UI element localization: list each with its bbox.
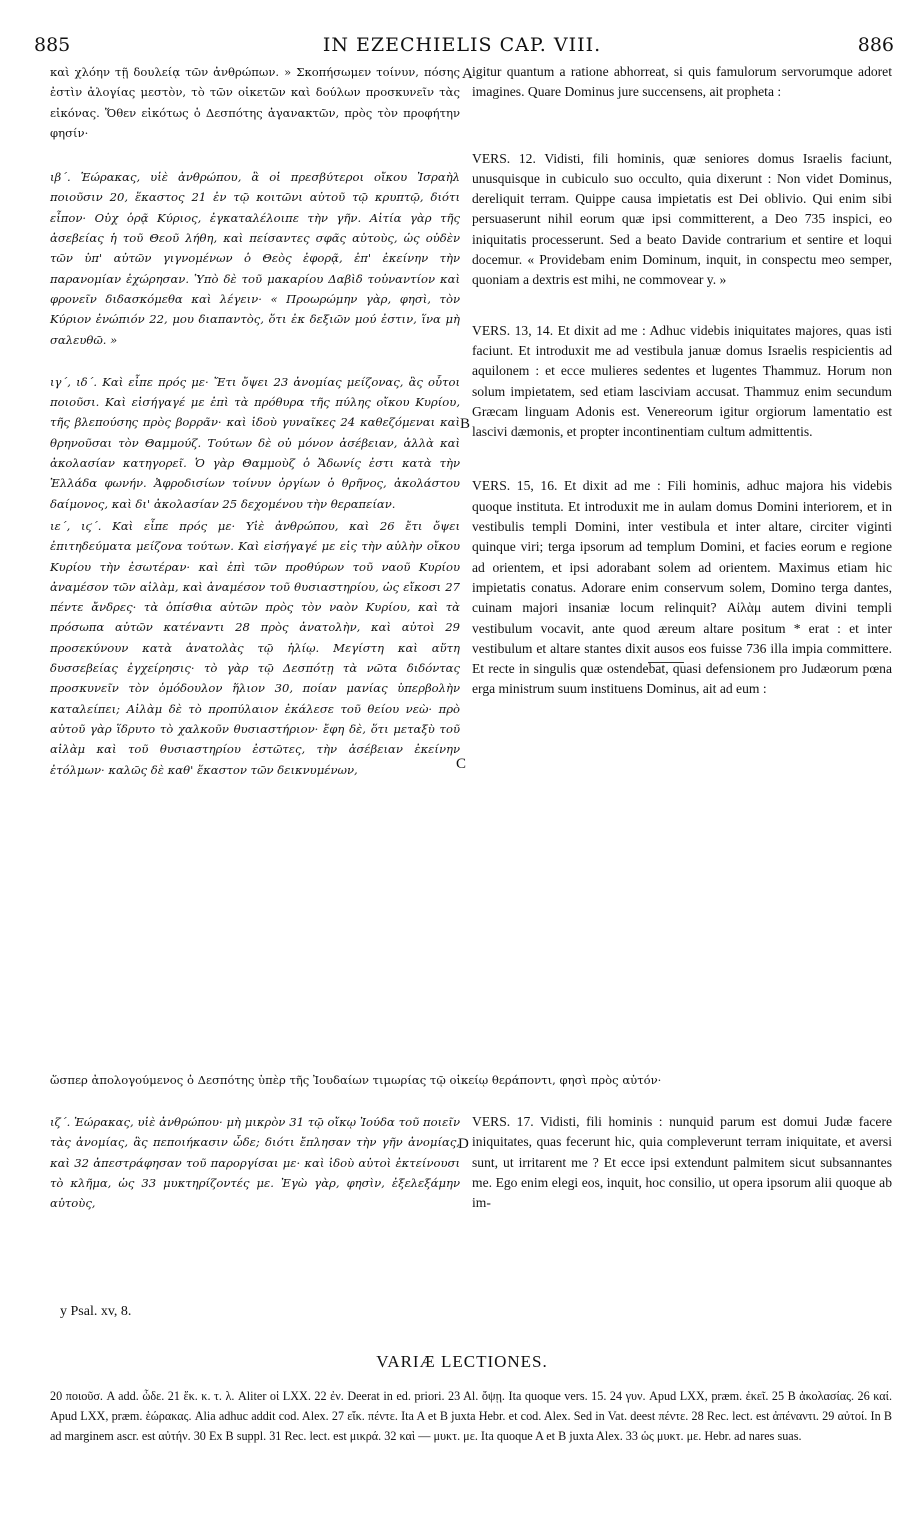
margin-letter-d: D (458, 1136, 469, 1152)
latin-paragraph: VERS. 12. Vidisti, fili hominis, quæ seniores domus Israelis faciunt, unusquisque in cubiculo suo occulto, quia dixerunt : Non videt Dominus, dereliquit terram. Quippe causa impietatis est Dei oblivio. Qui enim sibi persuaserunt nihil eorum quæ ipsi committerent, a Deo 735 inspici, eo iniquitatis processerunt. Sed a beato Davide contrarium et sentire et loqui docemur. « Providebam enim Dominum, inquit, in conspectu meo semper, quoniam a dextris est mihi, ne commovear y. » (472, 150, 892, 288)
greek-paragraph: ιγ΄, ιδ΄. Καὶ εἶπε πρός με· Ἔτι ὄψει 23 ἀνομίας μείζονας, ἃς οὗτοι ποιοῦσι. Καὶ εἰσήγαγέ με ἐπὶ τὰ πρόθυρα τῆς πύλης οἴκου Κυρίου, τῆς βλεπούσης πρὸς βορρᾶν· καὶ ἰδοὺ γυναῖκες 24 καθεζόμεναι καὶ θρηνοῦσαι τὸν Θαμμούζ. Τούτων δὲ οὐ μόνον ἀσέβειαν, ἀλλὰ καὶ ἀκολασίαν κατηγορεῖ. Ὁ γὰρ Θαμμοὺζ ὁ Ἄδωνίς ἐστι κατὰ τὴν Ἑλλάδα φωνήν. Ἀφροδισίων τοίνυν ὀργίων ὁ θρῆνος, ἀκολάστου δαίμονος, καὶ δι' ἀκολασίαν 25 δεχομένου τὴν θεραπείαν. (50, 374, 460, 511)
greek-paragraph: ιβ΄. Ἑώρακας, υἱὲ ἀνθρώπου, ἃ οἱ πρεσβύτεροι οἴκου Ἰσραὴλ ποιοῦσιν 20, ἕκαστος 21 ἐν τῷ κοιτῶνι αὐτοῦ τῷ κρυπτῷ, διότι εἶπον· Οὐχ ὁρᾷ Κύριος, ἐγκαταλέλοιπε τὴν γῆν. Αἰτία γὰρ τῆς ἀσεβείας ἡ τοῦ Θεοῦ λήθη, καὶ πείσαντες σφᾶς αὐτοὺς, ὡς οὐδὲν τῶν ὑπ' αὐτῶν γιγνομένων ὁ Θεὸς ἐφορᾷ, ἐπ' ἐκείνην τὴν παρανομίαν ἐχώρησαν. Ὑπὸ δὲ τοῦ μακαρίου Δαβὶδ τοὐναντίον καὶ φρονεῖν διδασκόμεθα καὶ λέγειν· « Προωρώμην γὰρ, φησὶ, τὸν Κύριον ἐνώπιόν 22, μου διαπαντὸς, ὅτι ἐκ δεξιῶν μού ἐστιν, ἵνα μὴ σαλευθῶ. » (50, 170, 460, 347)
page-number-right: 886 (857, 34, 894, 56)
running-header (0, 34, 924, 64)
margin-letter-a: A (462, 66, 473, 82)
greek-continuation: ὥσπερ ἀπολογούμενος ὁ Δεσπότης ὑπὲρ τῆς Ἰουδαίων τιμωρίας τῷ οἰκείῳ θεράποντι, φησὶ πρὸς αὐτόν· (50, 1073, 662, 1087)
latin-paragraph: VERS. 17. Vidisti, fili hominis : nunquid parum est domui Judæ facere iniquitates, quas fecerunt hic, quia compleverunt terram iniquitate, et aversi sunt, ut irritarent me ? Et ecce ipsi extendunt palmitem sicut subsannantes me. Ego enim elegi eos, inquit, hoc consilio, ut opera ipsorum alii quoque ab im- (472, 1114, 892, 1211)
page-title: IN EZECHIELIS CAP. VIII. (322, 34, 602, 56)
greek-paragraph: ιζ΄. Ἑώρακας, υἱὲ ἀνθρώπου· μὴ μικρὸν 31 τῷ οἴκῳ Ἰούδα τοῦ ποιεῖν τὰς ἀνομίας, ἃς πεποιήκασιν ὧδε; διότι ἔπλησαν τὴν γῆν ἀνομίας, καὶ 32 ἀπεστράφησαν τοῦ παροργίσαι με· καὶ ἰδοὺ αὐτοὶ ἐκτείνουσι τὸ κλῆμα, ὡς 33 μυκτηρίζοντές με. Ἐγὼ γὰρ, φησὶν, ἐξελεξάμην αὐτοὺς, (50, 1115, 460, 1211)
greek-column (50, 62, 460, 780)
latin-column (472, 62, 892, 700)
greek-paragraph: καὶ χλόην τῇ δουλείᾳ τῶν ἀνθρώπων. » Σκοπήσωμεν τοίνυν, πόσης ἐστὶν ἀλογίας μεστὸν, τὸ τῶν οἰκετῶν καὶ δούλων προσκυνεῖν τὰς εἰκόνας. Ὅθεν εἰκότως ὁ Δεσπότης ἀγανακτῶν, πρὸς τὸν προφήτην φησίν· (50, 65, 460, 140)
greek-column-lower (50, 1112, 460, 1213)
greek-paragraph: ιε΄, ιϛ΄. Καὶ εἶπε πρός με· Υἱὲ ἀνθρώπου, καὶ 26 ἔτι ὄψει ἐπιτηδεύματα μείζονα τούτων. Καὶ εἰσήγαγέ με εἰς τὴν αὐλὴν οἴκου Κυρίου τὴν ἐσωτέραν· καὶ ἐπὶ τῶν προθύρων τοῦ ναοῦ Κυρίου ἀναμέσον τῶν αἰλὰμ, καὶ ἀναμέσον τοῦ θυσιαστηρίου, ὡς εἴκοσι 27 πέντε ἄνδρες· τὰ ὀπίσθια αὐτῶν πρὸς τὸν ναὸν Κυρίου, καὶ τὰ πρόσωπα αὐτῶν κατέναντι 28 πρὸς ἀνατολὴν, καὶ αὐτοὶ 29 προσεκύνουν κατὰ ἀνατολὰς τῷ ἡλίῳ. Μεγίστη καὶ αὕτη δυσσεβείας ἐγχείρησις· τὸ γὰρ τῷ Δεσπότῃ τὰ νῶτα διδόντας προσκυνεῖν τὸν ὁμόδουλον ἥλιον 30, ποίαν μανίας ὑπερβολὴν καταλείπει; Αἰλὰμ δὲ τὸ προπύλαιον ἐκάλεσε τοῦ θείου νεὼ· πρὸ αὐτοῦ γὰρ ἵδρυτο τὸ χαλκοῦν θυσιαστήριον· ἔφη δὲ, ὅτι μεταξὺ τοῦ αἰλὰμ καὶ τοῦ θυσιαστηρίου ἐστῶτες, τὴν ἀσέβειαν ἐκείνην ἐτόλμων· καλῶς δὲ καθ' ἕκαστον τῶν δεικνυμένων, (50, 518, 460, 777)
latin-paragraph: VERS. 15, 16. Et dixit ad me : Fili hominis, adhuc majora his videbis quoque instituta. Et introduxit me in aulam domus Domini interiorem, et in vestibulis templi Domini, inter vestibula et inter altare, circiter viginti quinque viri; terga ipsorum ad templum Domini, et facies eorum e regione ad orientem, et ipsi adorabant solem ad orientem. Maximus etiam hic impietatis conatus. Adorare enim conservum solem, Domino terga dantes, cuinam majori insaniæ locum relinquit? Αἰλὰμ autem divini templi vestibulum vocavit, ante quod æreum altare positum * erat : et inter vestibulum et altare stantes dixit ausos eos fuisse 736 illa impia committere. Et recte in singulis quæ ostendebat, quasi defensionem pro Judæorum pœna erga ministrum suum instituens Dominus, ait ad eum : (472, 478, 892, 697)
greek-full-width-line (50, 1070, 892, 1090)
margin-letter-b: B (460, 416, 471, 432)
latin-paragraph: igitur quantum a ratione abhorreat, si quis famulorum servorumque adoret imagines. Quare Dominus jure succensens, ait propheta : (472, 64, 892, 100)
latin-paragraph: VERS. 13, 14. Et dixit ad me : Adhuc videbis iniquitates majores, quas isti faciunt. Et introduxit me ad vestibula januæ domus Israelis respicientis ad aquilonem : et ecce mulieres sedentes et lugentes Thammuz. Horum non solum impietatem, sed etiam lasciviam accusat. Thammuz enim secundum Græcam linguam Adonis est. Venereorum igitur orgiorum lamentatio est lascivi dæmonis, et propter incontinentiam cultum admittentis. (472, 322, 892, 440)
margin-letter-c: C (456, 756, 467, 772)
section-rule (648, 662, 684, 663)
variae-lectiones-title: VARIÆ LECTIONES. (376, 1352, 548, 1371)
latin-column-lower (472, 1112, 892, 1213)
page-number-left: 885 (34, 34, 71, 56)
variae-lectiones-text: 20 ποιοῦσ. A add. ὧδε. 21 ἕκ. κ. τ. λ. Aliter οἱ LXX. 22 ἐν. Deerat in ed. priori. 23 Al. ὄψῃ. Ita quoque vers. 15. 24 γυν. Apud LXX, præm. ἐκεῖ. 25 B ἀκολασίας. 26 καί. Apud LXX, præm. ἑώρακας. Alia adhuc addit cod. Alex. 27 εἴκ. πέντε. Ita A et B juxta Hebr. et cod. Alex. Sed in Vat. deest πέντε. 28 Rec. lect. est ἀπέναντι. 29 αὐτοί. In B ad marginem ascr. est αὐτήν. 30 Ex B suppl. 31 Rec. lect. est μικρά. 32 καὶ — μυκτ. με. Ita quoque A et B juxta Alex. 33 ὡς μυκτ. με. Hebr. ad nares suas. (50, 1389, 892, 1443)
footnote: y Psal. xv, 8. (60, 1304, 132, 1319)
